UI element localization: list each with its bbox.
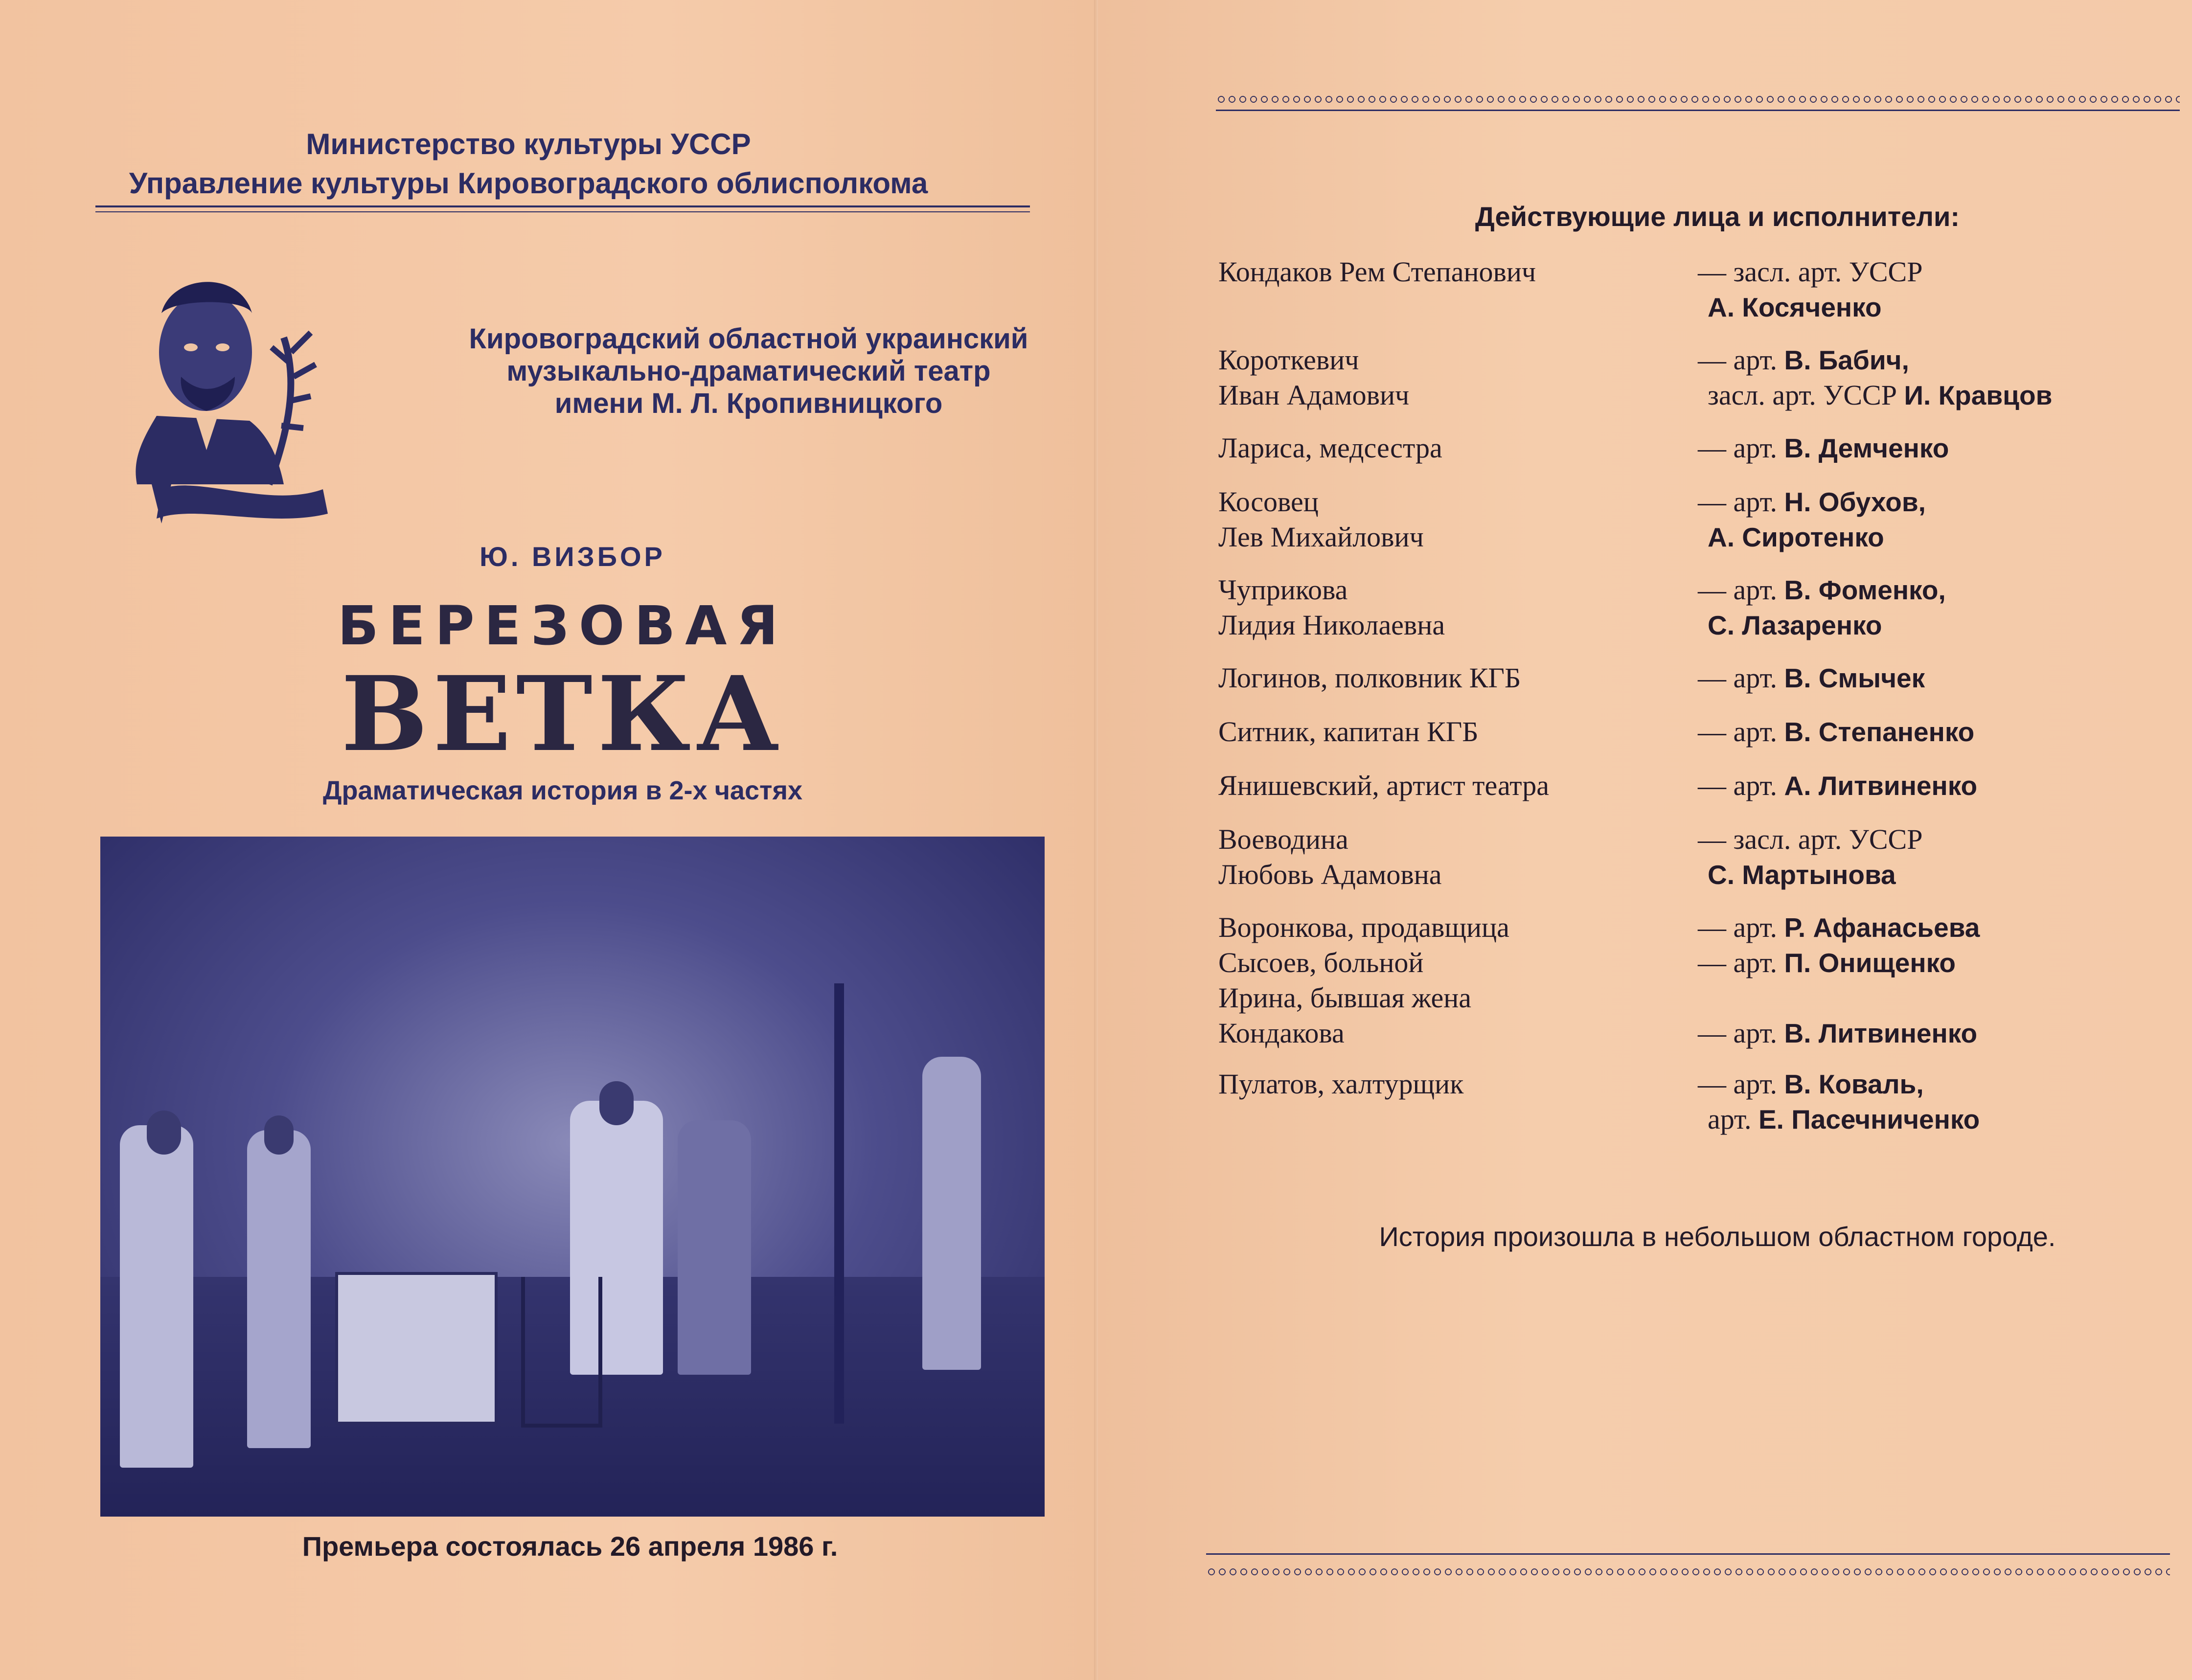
actor-name: А. Сиротенко — [1708, 522, 1884, 552]
cast-actor-line: — арт. В. Смычек — [1698, 662, 1925, 694]
cast-actor — [1698, 342, 2052, 413]
cast-actor-line: — арт. А. Литвиненко — [1698, 770, 1978, 801]
theatre-line-2: музыкально-драматический театр — [506, 355, 991, 387]
cast-actor-line: — арт. Н. Обухов, — [1698, 486, 1926, 518]
cast-role-line: Лев Михайлович — [1218, 521, 1424, 553]
actor-name: А. Литвиненко — [1784, 771, 1978, 801]
ministry-header — [88, 125, 969, 203]
cast-role-line: Лариса, медсестра — [1218, 432, 1442, 464]
cast-role — [1218, 714, 1479, 749]
cast-role-line: Воронкова, продавщица — [1218, 911, 1509, 943]
cast-role-line: Лидия Николаевна — [1218, 609, 1445, 641]
theatre-line-1: Кировоградский областной украинский — [469, 323, 1028, 355]
actor-name: С. Лазаренко — [1708, 610, 1882, 640]
cast-role — [1218, 1067, 1463, 1102]
cast-role-line: Короткевич — [1218, 344, 1359, 376]
cast-actor-line: — арт. В. Демченко — [1698, 432, 1949, 464]
ministry-line-2: Управление культуры Кировоградского облисполкома — [129, 167, 928, 200]
cast-role-line: Ситник, капитан КГБ — [1218, 716, 1479, 748]
actor-name: И. Кравцов — [1904, 380, 2053, 410]
cast-actor-line: — арт. В. Фоменко, — [1698, 574, 1946, 606]
actor-name: Р. Афанасьева — [1784, 912, 1980, 943]
actor-name: В. Демченко — [1784, 433, 1949, 463]
play-title-line-2: ВЕТКА — [341, 654, 784, 774]
cast-role — [1218, 660, 1521, 696]
stage-photo — [100, 837, 1045, 1517]
cast-role — [1218, 910, 1509, 1051]
cast-actor — [1698, 910, 1980, 1051]
cast-role-line: Косовец — [1218, 486, 1319, 518]
actor-name: В. Смычек — [1784, 663, 1925, 693]
cast-actor-line: — арт. В. Литвиненко — [1698, 1017, 1978, 1049]
actor-name: Н. Обухов, — [1784, 487, 1926, 517]
theatre-name — [382, 323, 1116, 420]
cast-actor-line: — арт. Р. Афанасьева — [1698, 911, 1980, 943]
cast-role-line: Любовь Адамовна — [1218, 859, 1442, 890]
cast-actor — [1698, 768, 1977, 803]
ornament-top-rule — [1216, 110, 2180, 111]
header-rule-top — [95, 205, 1030, 207]
ornament-bottom-rule — [1206, 1553, 2170, 1555]
cast-heading: Действующие лица и исполнители: — [1475, 201, 1960, 232]
actor-name: П. Онищенко — [1784, 948, 1956, 978]
cast-actor — [1698, 431, 1949, 466]
cast-actor-line: — арт. П. Онищенко — [1698, 947, 1956, 978]
ornament-bottom — [1206, 1566, 2170, 1577]
actor-name: В. Степаненко — [1784, 717, 1975, 747]
actor-name: В. Коваль, — [1784, 1069, 1924, 1099]
premiere-date: Премьера состоялась 26 апреля 1986 г. — [302, 1531, 838, 1562]
ornament-top — [1216, 94, 2180, 105]
cast-actor-line — [1698, 520, 1926, 555]
cast-actor-line: арт. Е. Пасечниченко — [1708, 1103, 1980, 1135]
cast-actor-line: — засл. арт. УССР — [1698, 256, 1923, 288]
cast-role-line: Кондаков Рем Степанович — [1218, 256, 1536, 288]
ministry-line-1: Министерство культуры УССР — [306, 128, 751, 160]
cast-actor — [1698, 254, 1923, 325]
cast-actor-line — [1698, 290, 1923, 325]
cast-role-line: Кондакова — [1218, 1017, 1345, 1049]
cast-actor-line: — арт. В. Бабич, — [1698, 344, 1909, 376]
cast-role-line: Пулатов, халтурщик — [1218, 1068, 1464, 1100]
cast-actor — [1698, 714, 1974, 749]
cast-role-line: Иван Адамович — [1218, 379, 1410, 411]
cast-actor — [1698, 572, 1946, 643]
cast-actor-line — [1698, 980, 1980, 1016]
actor-name: С. Мартынова — [1708, 860, 1896, 890]
cast-actor-line: — засл. арт. УССР — [1698, 823, 1923, 855]
cast-actor — [1698, 822, 1923, 892]
theatre-line-3: имени М. Л. Кропивницкого — [554, 387, 943, 419]
cast-actor-line: — арт. В. Коваль, — [1698, 1068, 1924, 1100]
cast-actor — [1698, 1067, 1980, 1137]
page-fold — [1094, 0, 1098, 1680]
cast-actor-line — [1698, 608, 1946, 643]
cast-role — [1218, 254, 1536, 290]
cast-role — [1218, 484, 1424, 555]
cast-role — [1218, 768, 1549, 803]
cast-role — [1218, 822, 1442, 892]
cast-role-line: Янишевский, артист театра — [1218, 770, 1550, 801]
cast-actor-line: — арт. В. Степаненко — [1698, 716, 1975, 748]
play-author: Ю. ВИЗБОР — [480, 541, 665, 572]
actor-name: В. Литвиненко — [1784, 1018, 1978, 1048]
actor-name: В. Фоменко, — [1784, 575, 1946, 605]
cast-role — [1218, 572, 1445, 643]
play-title-line-1: БЕРЕЗОВАЯ — [337, 594, 788, 657]
cast-actor-line — [1698, 857, 1923, 892]
cast-role — [1218, 342, 1409, 413]
setting-note: История произошла в небольшом областном городе. — [1379, 1221, 2056, 1252]
cast-role-line: Сысоев, больной — [1218, 947, 1424, 978]
actor-name: Е. Пасечниченко — [1758, 1104, 1980, 1135]
cast-role — [1218, 431, 1442, 466]
cast-actor-line: засл. арт. УССР И. Кравцов — [1708, 379, 2053, 411]
cast-role-line: Логинов, полковник КГБ — [1218, 662, 1521, 694]
play-subtitle: Драматическая история в 2-х частях — [323, 776, 802, 805]
actor-name: А. Косяченко — [1708, 292, 1882, 322]
actor-name: В. Бабич, — [1784, 345, 1909, 375]
cast-actor — [1698, 484, 1926, 555]
header-rule-bottom — [95, 211, 1030, 212]
kropyvnytskyi-portrait-emblem — [122, 254, 352, 538]
cast-role-line: Ирина, бывшая жена — [1218, 982, 1471, 1014]
cast-actor — [1698, 660, 1925, 696]
cast-role-line: Чуприкова — [1218, 574, 1348, 606]
cast-role-line: Воеводина — [1218, 823, 1348, 855]
